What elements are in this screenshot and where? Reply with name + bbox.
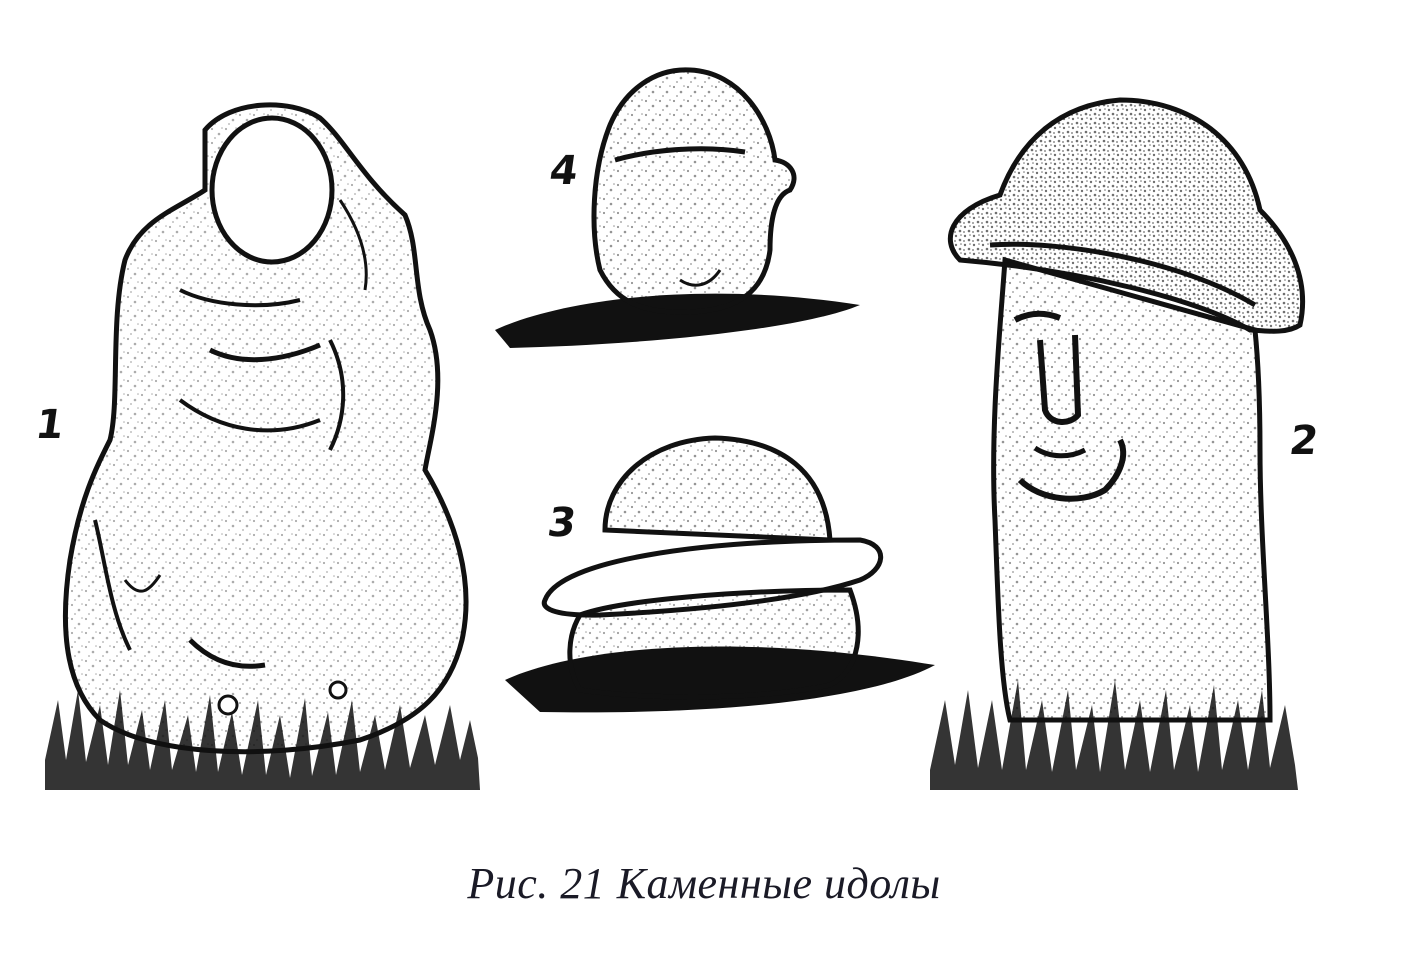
idol-1 (45, 105, 480, 790)
idol-3-dome (605, 438, 830, 540)
idol-1-top (212, 118, 332, 262)
idol-2 (930, 100, 1303, 790)
idol-3-base (570, 590, 858, 697)
idol-2-label: 2 (1286, 418, 1322, 464)
figure-caption: Рис. 21 Каменные идолы (467, 859, 941, 908)
idol-4-body (594, 70, 794, 312)
idol-4 (495, 70, 860, 348)
idol-3-label: 3 (544, 500, 580, 546)
idol-1-label: 1 (32, 402, 68, 448)
idol-3 (505, 438, 935, 712)
idol-4-label: 4 (546, 148, 582, 194)
